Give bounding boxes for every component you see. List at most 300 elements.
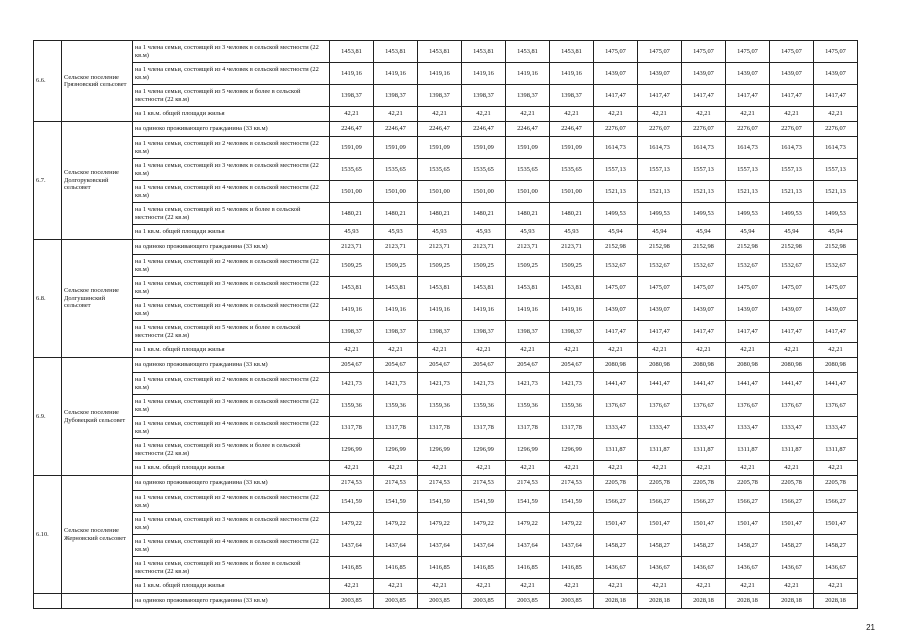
settlement-name: Сельское поселение Долгоруковский сельсовет (62, 122, 133, 240)
value-cell: 1458,27 (770, 535, 814, 557)
value-cell: 1535,65 (418, 159, 462, 181)
value-cell: 1441,47 (638, 373, 682, 395)
value-cell: 42,21 (462, 579, 506, 594)
value-cell: 42,21 (770, 579, 814, 594)
value-cell: 1376,67 (638, 395, 682, 417)
category-cell: на 1 члена семьи, состоящей из 5 человек и более в сельской местности (22 кв.м) (133, 321, 330, 343)
value-cell: 1501,00 (330, 181, 374, 203)
value-cell: 2003,85 (418, 594, 462, 609)
value-cell: 45,94 (814, 225, 858, 240)
category-cell: на 1 члена семьи, состоящей из 3 человек в сельской местности (22 кв.м) (133, 277, 330, 299)
table-row (34, 373, 858, 395)
value-cell: 1439,07 (682, 63, 726, 85)
value-cell: 1439,07 (638, 63, 682, 85)
value-cell: 1317,78 (550, 417, 594, 439)
value-cell: 1541,59 (418, 491, 462, 513)
category-cell: на 1 члена семьи, состоящей из 5 человек и более в сельской местности (22 кв.м) (133, 439, 330, 461)
value-cell: 1475,07 (770, 277, 814, 299)
value-cell: 1398,37 (550, 321, 594, 343)
table-row (34, 358, 858, 373)
value-cell: 42,21 (374, 343, 418, 358)
table-row (34, 491, 858, 513)
settlement-name: Сельское поселение Долгушинский сельсовет (62, 240, 133, 358)
table-row (34, 255, 858, 277)
value-cell: 1501,00 (506, 181, 550, 203)
value-cell: 1541,59 (550, 491, 594, 513)
value-cell: 1437,64 (462, 535, 506, 557)
value-cell: 42,21 (374, 579, 418, 594)
value-cell: 1453,81 (330, 277, 374, 299)
value-cell: 42,21 (638, 461, 682, 476)
value-cell: 1509,25 (374, 255, 418, 277)
value-cell: 42,21 (418, 107, 462, 122)
value-cell: 1441,47 (682, 373, 726, 395)
category-cell: на 1 члена семьи, состоящей из 4 человек в сельской местности (22 кв.м) (133, 63, 330, 85)
value-cell: 2205,78 (814, 476, 858, 491)
value-cell: 42,21 (770, 343, 814, 358)
value-cell: 42,21 (506, 343, 550, 358)
value-cell: 42,21 (506, 461, 550, 476)
value-cell: 1614,73 (814, 137, 858, 159)
category-cell: на 1 члена семьи, состоящей из 4 человек в сельской местности (22 кв.м) (133, 535, 330, 557)
value-cell: 1458,27 (594, 535, 638, 557)
value-cell: 1398,37 (374, 85, 418, 107)
value-cell: 1417,47 (770, 85, 814, 107)
value-cell: 1359,36 (462, 395, 506, 417)
value-cell: 1475,07 (726, 41, 770, 63)
value-cell: 1417,47 (638, 85, 682, 107)
value-cell: 45,94 (682, 225, 726, 240)
table-row (34, 439, 858, 461)
value-cell: 1521,13 (770, 181, 814, 203)
value-cell: 42,21 (726, 107, 770, 122)
value-cell: 1614,73 (726, 137, 770, 159)
value-cell: 2003,85 (462, 594, 506, 609)
value-cell: 1453,81 (374, 277, 418, 299)
value-cell: 1509,25 (550, 255, 594, 277)
value-cell: 42,21 (462, 343, 506, 358)
value-cell: 2054,67 (418, 358, 462, 373)
value-cell: 1439,07 (726, 299, 770, 321)
value-cell: 1480,21 (506, 203, 550, 225)
category-cell: на 1 члена семьи, состоящей из 5 человек и более в сельской местности (22 кв.м) (133, 557, 330, 579)
value-cell: 42,21 (330, 579, 374, 594)
value-cell: 1479,22 (462, 513, 506, 535)
value-cell: 2123,71 (506, 240, 550, 255)
value-cell: 2003,85 (374, 594, 418, 609)
value-cell: 1359,36 (506, 395, 550, 417)
value-cell: 1417,47 (682, 85, 726, 107)
category-cell: на 1 кв.м. общей площади жилья (133, 343, 330, 358)
value-cell: 1416,85 (374, 557, 418, 579)
value-cell: 1398,37 (550, 85, 594, 107)
value-cell: 1501,00 (550, 181, 594, 203)
category-cell: на одиноко проживающего гражданина (33 кв.м) (133, 240, 330, 255)
value-cell: 1521,13 (726, 181, 770, 203)
value-cell: 1509,25 (462, 255, 506, 277)
value-cell: 1532,67 (770, 255, 814, 277)
value-cell: 1436,67 (814, 557, 858, 579)
value-cell: 1333,47 (770, 417, 814, 439)
value-cell: 1296,99 (330, 439, 374, 461)
value-cell: 1532,67 (682, 255, 726, 277)
category-cell: на 1 члена семьи, состоящей из 2 человек в сельской местности (22 кв.м) (133, 137, 330, 159)
value-cell: 1317,78 (330, 417, 374, 439)
value-cell: 1557,13 (770, 159, 814, 181)
value-cell: 1311,87 (638, 439, 682, 461)
value-cell: 1437,64 (330, 535, 374, 557)
value-cell: 1436,67 (770, 557, 814, 579)
value-cell: 1535,65 (374, 159, 418, 181)
value-cell: 42,21 (682, 107, 726, 122)
value-cell: 42,21 (594, 343, 638, 358)
value-cell: 2205,78 (726, 476, 770, 491)
category-cell: на одиноко проживающего гражданина (33 кв.м) (133, 476, 330, 491)
value-cell: 1453,81 (506, 41, 550, 63)
value-cell: 2080,98 (638, 358, 682, 373)
value-cell: 2174,53 (330, 476, 374, 491)
value-cell: 1566,27 (726, 491, 770, 513)
row-number: 6.8. (34, 240, 62, 358)
value-cell: 1417,47 (638, 321, 682, 343)
category-cell: на 1 кв.м. общей площади жилья (133, 579, 330, 594)
value-cell: 1501,47 (726, 513, 770, 535)
value-cell: 1499,53 (770, 203, 814, 225)
value-cell: 1398,37 (462, 85, 506, 107)
value-cell: 1439,07 (770, 63, 814, 85)
value-cell: 1499,53 (726, 203, 770, 225)
value-cell: 2080,98 (594, 358, 638, 373)
value-cell: 1475,07 (814, 41, 858, 63)
row-number: 6.10. (34, 476, 62, 594)
value-cell: 1419,16 (506, 63, 550, 85)
value-cell: 1557,13 (814, 159, 858, 181)
value-cell: 2276,07 (770, 122, 814, 137)
table-row (34, 343, 858, 358)
value-cell: 42,21 (594, 579, 638, 594)
value-cell: 1417,47 (726, 321, 770, 343)
value-cell: 1421,73 (506, 373, 550, 395)
value-cell: 1475,07 (814, 277, 858, 299)
value-cell: 1421,73 (550, 373, 594, 395)
value-cell: 1591,09 (550, 137, 594, 159)
value-cell: 1419,16 (374, 299, 418, 321)
value-cell: 1359,36 (418, 395, 462, 417)
value-cell: 1475,07 (638, 277, 682, 299)
table-row (34, 159, 858, 181)
value-cell: 1398,37 (330, 85, 374, 107)
value-cell: 1416,85 (506, 557, 550, 579)
value-cell: 1566,27 (682, 491, 726, 513)
value-cell: 1417,47 (814, 85, 858, 107)
value-cell: 2054,67 (330, 358, 374, 373)
value-cell: 1419,16 (330, 63, 374, 85)
table-row (34, 122, 858, 137)
value-cell: 1591,09 (374, 137, 418, 159)
value-cell: 1436,67 (682, 557, 726, 579)
value-cell: 45,93 (330, 225, 374, 240)
value-cell: 42,21 (638, 579, 682, 594)
value-cell: 45,93 (374, 225, 418, 240)
value-cell: 1417,47 (814, 321, 858, 343)
category-cell: на 1 члена семьи, состоящей из 5 человек и более в сельской местности (22 кв.м) (133, 203, 330, 225)
value-cell: 1437,64 (374, 535, 418, 557)
value-cell: 1501,00 (418, 181, 462, 203)
value-cell: 1499,53 (682, 203, 726, 225)
value-cell: 2054,67 (506, 358, 550, 373)
value-cell: 45,94 (726, 225, 770, 240)
settlement-name: Сельское поселение Жерновский сельсовет (62, 476, 133, 594)
value-cell: 1566,27 (814, 491, 858, 513)
category-cell: на 1 члена семьи, состоящей из 4 человек в сельской местности (22 кв.м) (133, 181, 330, 203)
value-cell: 1501,47 (594, 513, 638, 535)
value-cell: 1398,37 (418, 85, 462, 107)
value-cell: 2123,71 (550, 240, 594, 255)
value-cell: 1333,47 (814, 417, 858, 439)
value-cell: 2246,47 (330, 122, 374, 137)
table-row (34, 395, 858, 417)
value-cell: 2276,07 (814, 122, 858, 137)
value-cell: 42,21 (374, 461, 418, 476)
value-cell: 1416,85 (330, 557, 374, 579)
value-cell: 2123,71 (418, 240, 462, 255)
table-row (34, 85, 858, 107)
category-cell: на 1 кв.м. общей площади жилья (133, 225, 330, 240)
value-cell: 42,21 (462, 461, 506, 476)
category-cell: на одиноко проживающего гражданина (33 кв.м) (133, 594, 330, 609)
value-cell: 1417,47 (594, 85, 638, 107)
table-row (34, 299, 858, 321)
value-cell: 1509,25 (418, 255, 462, 277)
value-cell: 2152,98 (682, 240, 726, 255)
value-cell: 2276,07 (726, 122, 770, 137)
category-cell: на 1 члена семьи, состоящей из 3 человек в сельской местности (22 кв.м) (133, 513, 330, 535)
value-cell: 1419,16 (462, 299, 506, 321)
value-cell: 1453,81 (550, 41, 594, 63)
value-cell: 1591,09 (418, 137, 462, 159)
value-cell: 42,21 (726, 461, 770, 476)
value-cell: 1458,27 (638, 535, 682, 557)
value-cell: 1398,37 (374, 321, 418, 343)
value-cell: 1501,47 (638, 513, 682, 535)
value-cell: 2080,98 (726, 358, 770, 373)
value-cell: 1419,16 (506, 299, 550, 321)
table-row (34, 579, 858, 594)
value-cell: 1417,47 (770, 321, 814, 343)
value-cell: 1439,07 (814, 63, 858, 85)
value-cell: 42,21 (638, 107, 682, 122)
value-cell: 2003,85 (506, 594, 550, 609)
value-cell: 1499,53 (594, 203, 638, 225)
value-cell: 1541,59 (462, 491, 506, 513)
value-cell: 1453,81 (462, 41, 506, 63)
value-cell: 2246,47 (418, 122, 462, 137)
value-cell: 1521,13 (638, 181, 682, 203)
value-cell: 1475,07 (682, 41, 726, 63)
settlement-name (62, 594, 133, 609)
value-cell: 45,93 (462, 225, 506, 240)
value-cell: 1439,07 (594, 63, 638, 85)
value-cell: 2205,78 (594, 476, 638, 491)
value-cell: 1317,78 (462, 417, 506, 439)
value-cell: 1333,47 (638, 417, 682, 439)
value-cell: 1311,87 (682, 439, 726, 461)
value-cell: 1480,21 (550, 203, 594, 225)
value-cell: 1333,47 (726, 417, 770, 439)
value-cell: 42,21 (682, 461, 726, 476)
table-row (34, 181, 858, 203)
category-cell: на 1 члена семьи, состоящей из 4 человек в сельской местности (22 кв.м) (133, 417, 330, 439)
table-row (34, 476, 858, 491)
value-cell: 1376,67 (770, 395, 814, 417)
value-cell: 42,21 (330, 107, 374, 122)
value-cell: 2205,78 (770, 476, 814, 491)
value-cell: 1499,53 (638, 203, 682, 225)
category-cell: на одиноко проживающего гражданина (33 кв.м) (133, 122, 330, 137)
value-cell: 1417,47 (682, 321, 726, 343)
value-cell: 1317,78 (374, 417, 418, 439)
value-cell: 1398,37 (462, 321, 506, 343)
value-cell: 1591,09 (506, 137, 550, 159)
value-cell: 2152,98 (814, 240, 858, 255)
value-cell: 1439,07 (726, 63, 770, 85)
value-cell: 2276,07 (594, 122, 638, 137)
value-cell: 2152,98 (770, 240, 814, 255)
table-row (34, 277, 858, 299)
tariff-table-body (34, 41, 858, 609)
value-cell: 1317,78 (506, 417, 550, 439)
value-cell: 1441,47 (726, 373, 770, 395)
value-cell: 1480,21 (374, 203, 418, 225)
value-cell: 1453,81 (462, 277, 506, 299)
value-cell: 2152,98 (726, 240, 770, 255)
row-number: 6.6. (34, 41, 62, 122)
value-cell: 1441,47 (770, 373, 814, 395)
row-number: 6.9. (34, 358, 62, 476)
value-cell: 1416,85 (462, 557, 506, 579)
value-cell: 1419,16 (374, 63, 418, 85)
value-cell: 42,21 (374, 107, 418, 122)
value-cell: 2123,71 (374, 240, 418, 255)
value-cell: 42,21 (506, 107, 550, 122)
value-cell: 45,94 (770, 225, 814, 240)
value-cell: 1436,67 (726, 557, 770, 579)
table-row (34, 240, 858, 255)
value-cell: 2028,18 (770, 594, 814, 609)
value-cell: 1439,07 (682, 299, 726, 321)
value-cell: 1499,53 (814, 203, 858, 225)
value-cell: 2174,53 (462, 476, 506, 491)
value-cell: 1436,67 (594, 557, 638, 579)
value-cell: 2028,18 (814, 594, 858, 609)
value-cell: 1296,99 (418, 439, 462, 461)
value-cell: 1521,13 (682, 181, 726, 203)
value-cell: 1296,99 (550, 439, 594, 461)
value-cell: 1419,16 (418, 63, 462, 85)
value-cell: 42,21 (550, 107, 594, 122)
value-cell: 42,21 (550, 343, 594, 358)
value-cell: 1439,07 (770, 299, 814, 321)
value-cell: 1453,81 (418, 41, 462, 63)
value-cell: 42,21 (726, 343, 770, 358)
value-cell: 1501,47 (682, 513, 726, 535)
row-number: 6.7. (34, 122, 62, 240)
value-cell: 1311,87 (594, 439, 638, 461)
value-cell: 1421,73 (330, 373, 374, 395)
value-cell: 2054,67 (462, 358, 506, 373)
value-cell: 1541,59 (506, 491, 550, 513)
value-cell: 42,21 (814, 461, 858, 476)
value-cell: 1311,87 (726, 439, 770, 461)
value-cell: 42,21 (726, 579, 770, 594)
value-cell: 1441,47 (594, 373, 638, 395)
table-row (34, 321, 858, 343)
value-cell: 42,21 (594, 107, 638, 122)
value-cell: 42,21 (418, 461, 462, 476)
value-cell: 1509,25 (506, 255, 550, 277)
value-cell: 1535,65 (330, 159, 374, 181)
value-cell: 1614,73 (770, 137, 814, 159)
category-cell: на 1 кв.м. общей площади жилья (133, 107, 330, 122)
table-row (34, 137, 858, 159)
value-cell: 1591,09 (330, 137, 374, 159)
value-cell: 42,21 (770, 461, 814, 476)
value-cell: 2276,07 (682, 122, 726, 137)
value-cell: 1509,25 (330, 255, 374, 277)
value-cell: 1475,07 (682, 277, 726, 299)
value-cell: 1419,16 (550, 63, 594, 85)
value-cell: 1566,27 (594, 491, 638, 513)
value-cell: 42,21 (550, 461, 594, 476)
value-cell: 45,94 (594, 225, 638, 240)
value-cell: 42,21 (418, 579, 462, 594)
value-cell: 1614,73 (682, 137, 726, 159)
value-cell: 2174,53 (418, 476, 462, 491)
value-cell: 2205,78 (638, 476, 682, 491)
value-cell: 1376,67 (726, 395, 770, 417)
value-cell: 1591,09 (462, 137, 506, 159)
value-cell: 1535,65 (462, 159, 506, 181)
table-row (34, 63, 858, 85)
value-cell: 2246,47 (506, 122, 550, 137)
value-cell: 1475,07 (594, 277, 638, 299)
value-cell: 1501,00 (462, 181, 506, 203)
value-cell: 42,21 (814, 579, 858, 594)
value-cell: 1333,47 (594, 417, 638, 439)
value-cell: 2174,53 (550, 476, 594, 491)
value-cell: 42,21 (814, 107, 858, 122)
value-cell: 45,93 (418, 225, 462, 240)
value-cell: 2028,18 (638, 594, 682, 609)
table-row (34, 225, 858, 240)
value-cell: 2123,71 (462, 240, 506, 255)
category-cell: на 1 кв.м. общей площади жилья (133, 461, 330, 476)
value-cell: 2174,53 (374, 476, 418, 491)
value-cell: 1479,22 (418, 513, 462, 535)
value-cell: 1532,67 (638, 255, 682, 277)
table-row (34, 535, 858, 557)
value-cell: 42,21 (682, 579, 726, 594)
value-cell: 2080,98 (682, 358, 726, 373)
value-cell: 1453,81 (330, 41, 374, 63)
value-cell: 1333,47 (682, 417, 726, 439)
value-cell: 1453,81 (374, 41, 418, 63)
value-cell: 1566,27 (638, 491, 682, 513)
table-row (34, 461, 858, 476)
value-cell: 1417,47 (726, 85, 770, 107)
value-cell: 42,21 (770, 107, 814, 122)
category-cell: на 1 члена семьи, состоящей из 2 человек в сельской местности (22 кв.м) (133, 373, 330, 395)
